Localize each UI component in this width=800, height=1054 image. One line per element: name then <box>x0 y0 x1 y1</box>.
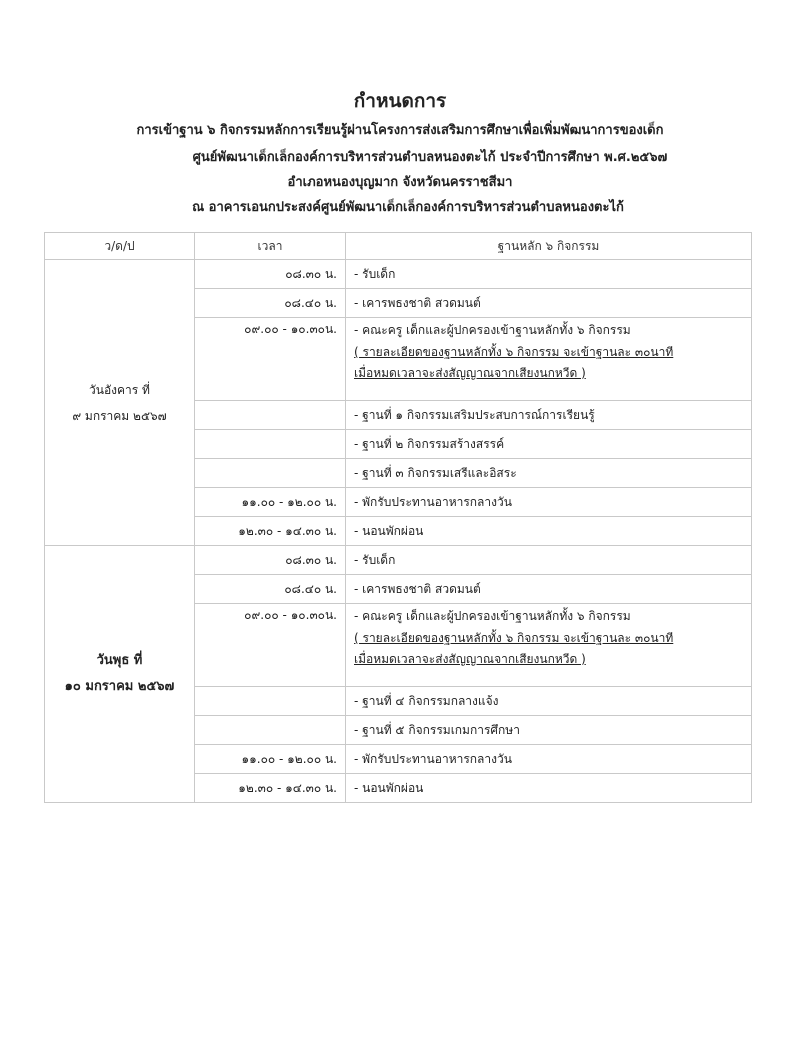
table-header-row <box>45 233 752 260</box>
subtitle-line-1: การเข้าฐาน ๖ กิจกรรมหลักการเรียนรู้ผ่านโครงการส่งเสริมการศึกษาเพื่อเพิ่มพัฒนาการของเด็ก <box>136 123 664 138</box>
activity-cell: - รับเด็ก <box>346 546 752 575</box>
table-row <box>45 546 752 575</box>
subtitle-line-3: อำเภอหนองบุญมาก จังหวัดนครราชสีมา <box>287 175 513 190</box>
schedule-table <box>44 232 752 803</box>
time-cell: ๑๑.๐๐ - ๑๒.๐๐ น. <box>195 488 346 517</box>
column-header-activity: ฐานหลัก ๖ กิจกรรม <box>346 233 752 260</box>
day1-weekday: วันอังคาร ที่ <box>89 382 150 397</box>
activity-text: - คณะครู เด็กและผู้ปกครองเข้าฐานหลักทั้ง ๖ กิจกรรม <box>354 609 631 623</box>
activity-cell: - นอนพักผ่อน <box>346 517 752 546</box>
activity-note-line-2: เมื่อหมดเวลาจะส่งสัญญาณจากเสียงนกหวีด ) <box>354 652 586 666</box>
subtitle-line-4: ณ อาคารเอนกประสงค์ศูนย์พัฒนาเด็กเล็กองค์การบริหารส่วนตำบลหนองตะไก้ <box>192 200 624 215</box>
subtitle-line-2: ศูนย์พัฒนาเด็กเล็กองค์การบริหารส่วนตำบลหนองตะไก้ ประจำปีการศึกษา พ.ศ.๒๕๖๗ <box>192 150 668 165</box>
time-cell <box>195 687 346 716</box>
activity-cell: - พักรับประทานอาหารกลางวัน <box>346 745 752 774</box>
day1-date: ๙ มกราคม ๒๕๖๗ <box>72 408 167 423</box>
activity-cell: - ฐานที่ ๒ กิจกรรมสร้างสรรค์ <box>346 430 752 459</box>
time-cell: ๐๙.๐๐ - ๑๐.๓๐น. <box>195 318 346 401</box>
day2-date-cell <box>45 546 195 803</box>
activity-note-line-1: ( รายละเอียดของฐานหลักทั้ง ๖ กิจกรรม จะเข้าฐานละ ๓๐นาที <box>354 345 674 359</box>
column-header-date: ว/ด/ป <box>45 233 195 260</box>
time-cell <box>195 459 346 488</box>
time-cell <box>195 401 346 430</box>
time-cell: ๑๒.๓๐ - ๑๔.๓๐ น. <box>195 517 346 546</box>
time-cell: ๑๒.๓๐ - ๑๔.๓๐ น. <box>195 774 346 803</box>
day2-weekday: วันพุธ ที่ <box>96 653 143 668</box>
activity-cell: - รับเด็ก <box>346 260 752 289</box>
time-cell: ๐๘.๔๐ น. <box>195 289 346 318</box>
day2-date: ๑๐ มกราคม ๒๕๖๗ <box>64 679 175 694</box>
activity-cell: - ฐานที่ ๔ กิจกรรมกลางแจ้ง <box>346 687 752 716</box>
activity-cell: - นอนพักผ่อน <box>346 774 752 803</box>
activity-text: - คณะครู เด็กและผู้ปกครองเข้าฐานหลักทั้ง ๖ กิจกรรม <box>354 323 631 337</box>
activity-cell <box>346 604 752 687</box>
column-header-time: เวลา <box>195 233 346 260</box>
time-cell <box>195 430 346 459</box>
time-cell: ๐๘.๔๐ น. <box>195 575 346 604</box>
activity-note-line-1: ( รายละเอียดของฐานหลักทั้ง ๖ กิจกรรม จะเข้าฐานละ ๓๐นาที <box>354 631 674 645</box>
document-title: กำหนดการ <box>353 90 447 112</box>
time-cell: ๑๑.๐๐ - ๑๒.๐๐ น. <box>195 745 346 774</box>
day1-date-cell <box>45 260 195 546</box>
activity-cell: - พักรับประทานอาหารกลางวัน <box>346 488 752 517</box>
activity-cell <box>346 318 752 401</box>
activity-cell: - ฐานที่ ๕ กิจกรรมเกมการศึกษา <box>346 716 752 745</box>
activity-cell: - เคารพธงชาติ สวดมนต์ <box>346 575 752 604</box>
activity-cell: - ฐานที่ ๓ กิจกรรมเสรีและอิสระ <box>346 459 752 488</box>
time-cell <box>195 716 346 745</box>
time-cell: ๐๘.๓๐ น. <box>195 260 346 289</box>
time-cell: ๐๘.๓๐ น. <box>195 546 346 575</box>
activity-cell: - เคารพธงชาติ สวดมนต์ <box>346 289 752 318</box>
activity-note-line-2: เมื่อหมดเวลาจะส่งสัญญาณจากเสียงนกหวีด ) <box>354 366 586 380</box>
activity-cell: - ฐานที่ ๑ กิจกรรมเสริมประสบการณ์การเรียนรู้ <box>346 401 752 430</box>
table-row <box>45 260 752 289</box>
time-cell: ๐๙.๐๐ - ๑๐.๓๐น. <box>195 604 346 687</box>
